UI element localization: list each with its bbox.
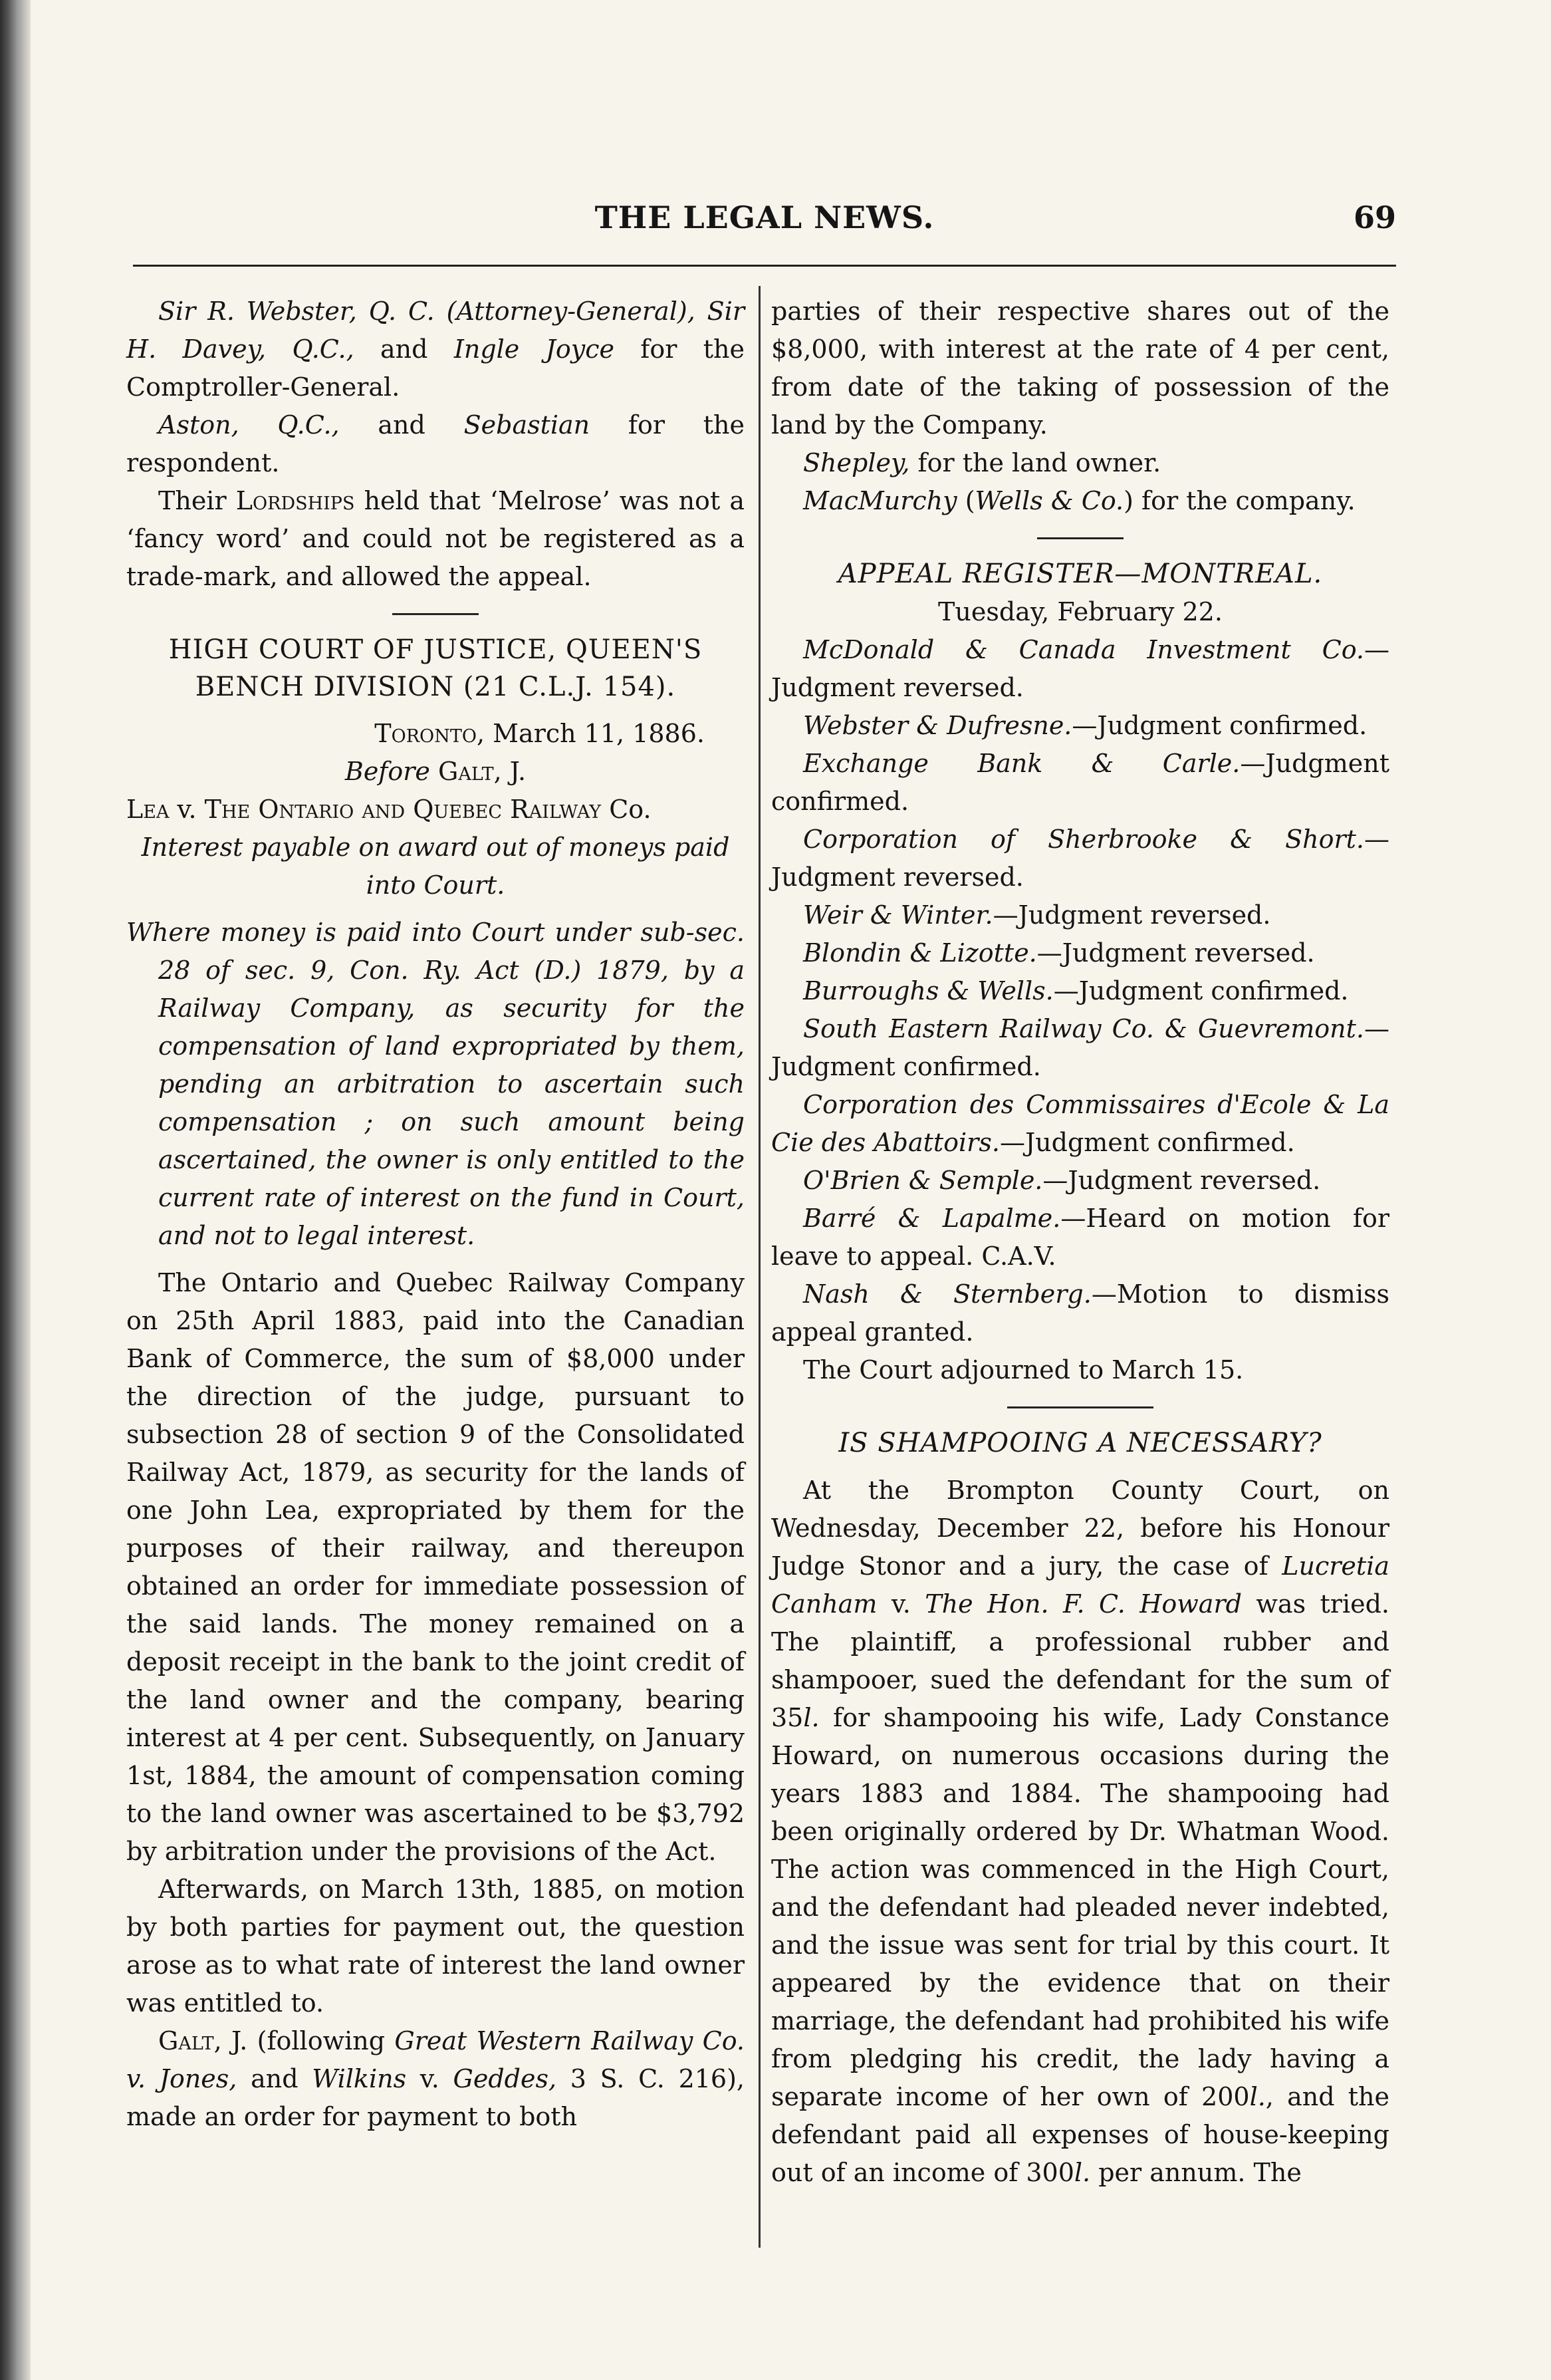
section-rule xyxy=(1037,537,1124,539)
appeal-entry: O'Brien & Semple.—Judgment reversed. xyxy=(803,1166,1321,1195)
section-rule xyxy=(392,613,479,615)
appeal-date: Tuesday, February 22. xyxy=(938,597,1223,626)
facts-paragraph: The Ontario and Quebec Railway Company on 25th April 1883, paid into the Canadian Bank of Commerce, the sum of $8,000 under the direction of the judge, pursuant to subsection 28 of section 9 of the Consolidated Railway Act, 1879, as security for the lands of one John Lea, expropriated by them for the purposes of their railway, and thereupon obtained an order for immediate possession of the said lands. The money remained on a deposit receipt in the bank to the joint credit of the land owner and the company, bearing interest at 4 per cent. Subsequently, on January 1st, 1884, the amount of compensation coming to the land owner was ascertained to be $3,792 by arbitration under the provisions of the Act. xyxy=(126,1268,745,1866)
judgment-paragraph: Galt, J. (following Great Western Railway Co. v. Jones, and Wilkins v. Geddes, 3 S. C. 216), made an order for payment to both xyxy=(126,2026,745,2131)
dateline: Toronto, March 11, 1886. xyxy=(374,719,705,748)
running-title: THE LEGAL NEWS. xyxy=(594,199,935,235)
appeal-entry: Nash & Sternberg.—Motion to dismiss appeal granted. xyxy=(771,1279,1389,1347)
appeal-register-heading: APPEAL REGISTER—MONTREAL. xyxy=(838,559,1323,589)
appeal-list xyxy=(771,631,1389,1351)
motion-paragraph: Afterwards, on March 13th, 1885, on motion by both parties for payment out, the question arose as to what rate of interest the land owner was entitled to. xyxy=(126,1875,745,2018)
appeal-entry: Webster & Dufresne.—Judgment confirmed. xyxy=(803,711,1368,740)
header-rule xyxy=(133,265,1396,267)
holding-paragraph: Their Lordships held that ‘Melrose’ was not a ‘fancy word’ and could not be registered as a trade-mark, and allowed the appeal. xyxy=(126,486,745,591)
syllabus: Where money is paid into Court under sub-sec. 28 of sec. 9, Con. Ry. Act (D.) 1879, by a Railway Company, as security for the compensation of land expropriated by them, pending an arbitration to ascertain such compensation ; on such amount being ascertained, the owner is only entitled to the current rate of interest on the fund in Court, and not to legal interest. xyxy=(126,918,745,1250)
appeal-entry: Corporation of Sherbrooke & Short.—Judgment reversed. xyxy=(771,825,1389,892)
continuation-paragraph: parties of their respective shares out of the $8,000, with interest at the rate of 4 per cent, from date of the taking of possession of the land by the Company. xyxy=(771,297,1389,440)
page-number: 69 xyxy=(1353,199,1396,235)
adjournment-note: The Court adjourned to March 15. xyxy=(803,1355,1244,1385)
page-binding-edge xyxy=(0,0,31,2380)
shampooing-paragraph: At the Brompton County Court, on Wednesday, December 22, before his Honour Judge Stonor and a jury, the case of Lucretia Canham v. The Hon. F. C. Howard was tried. The plaintiff, a professional rubber and shampooer, sued the defendant for the sum of 35l. for shampooing his wife, Lady Constance Howard, on numerous occasions during the years 1883 and 1884. The shampooing had been originally ordered by Dr. Whatman Wood. The action was commenced in the High Court, and the defendant had pleaded never indebted, and the issue was sent for trial by this court. It appeared by the evidence that on their marriage, the defendant had prohibited his wife from pledging his credit, the lady having a separate income of her own of 200l., and the defendant paid all expenses of house-keeping out of an income of 300l. per annum. The xyxy=(771,1476,1389,2187)
shampooing-heading: IS SHAMPOOING A NECESSARY? xyxy=(838,1428,1322,1458)
left-column xyxy=(126,293,745,2136)
column-divider xyxy=(759,286,761,2248)
right-column xyxy=(771,293,1389,2192)
appeal-entry: Barré & Lapalme.—Heard on motion for leave to appeal. C.A.V. xyxy=(771,1204,1389,1271)
before-line: Before Galt, J. xyxy=(344,757,527,786)
appeal-entry: Blondin & Lizotte.—Judgment reversed. xyxy=(803,938,1315,968)
company-counsel: MacMurchy (Wells & Co.) for the company. xyxy=(803,486,1356,515)
appeal-entry: Corporation des Commissaires d'Ecole & La Cie des Abattoirs.—Judgment confirmed. xyxy=(771,1090,1389,1157)
appeal-entry: Weir & Winter.—Judgment reversed. xyxy=(803,900,1271,930)
appeal-entry: Exchange Bank & Carle.—Judgment confirmed. xyxy=(771,749,1389,816)
case-subject: Interest payable on award out of moneys paid into Court. xyxy=(141,833,730,900)
court-heading: HIGH COURT OF JUSTICE, QUEEN'S BENCH DIVISION (21 C.L.J. 154). xyxy=(168,634,703,702)
page-header xyxy=(133,199,1396,253)
appeal-entry: McDonald & Canada Investment Co.—Judgment reversed. xyxy=(771,635,1389,702)
case-title: Lea v. The Ontario and Quebec Railway Co. xyxy=(126,795,652,824)
respondent-counsel-paragraph: Aston, Q.C., and Sebastian for the respondent. xyxy=(126,410,745,477)
counsel-paragraph: Sir R. Webster, Q. C. (Attorney-General), Sir H. Davey, Q.C., and Ingle Joyce for the Comptroller-General. xyxy=(126,297,745,402)
appeal-entry: Burroughs & Wells.—Judgment confirmed. xyxy=(803,976,1349,1005)
land-owner-counsel: Shepley, for the land owner. xyxy=(803,448,1161,477)
section-rule xyxy=(1007,1406,1153,1408)
appeal-entry: South Eastern Railway Co. & Guevremont.— Judgment confirmed. xyxy=(771,1014,1389,1081)
